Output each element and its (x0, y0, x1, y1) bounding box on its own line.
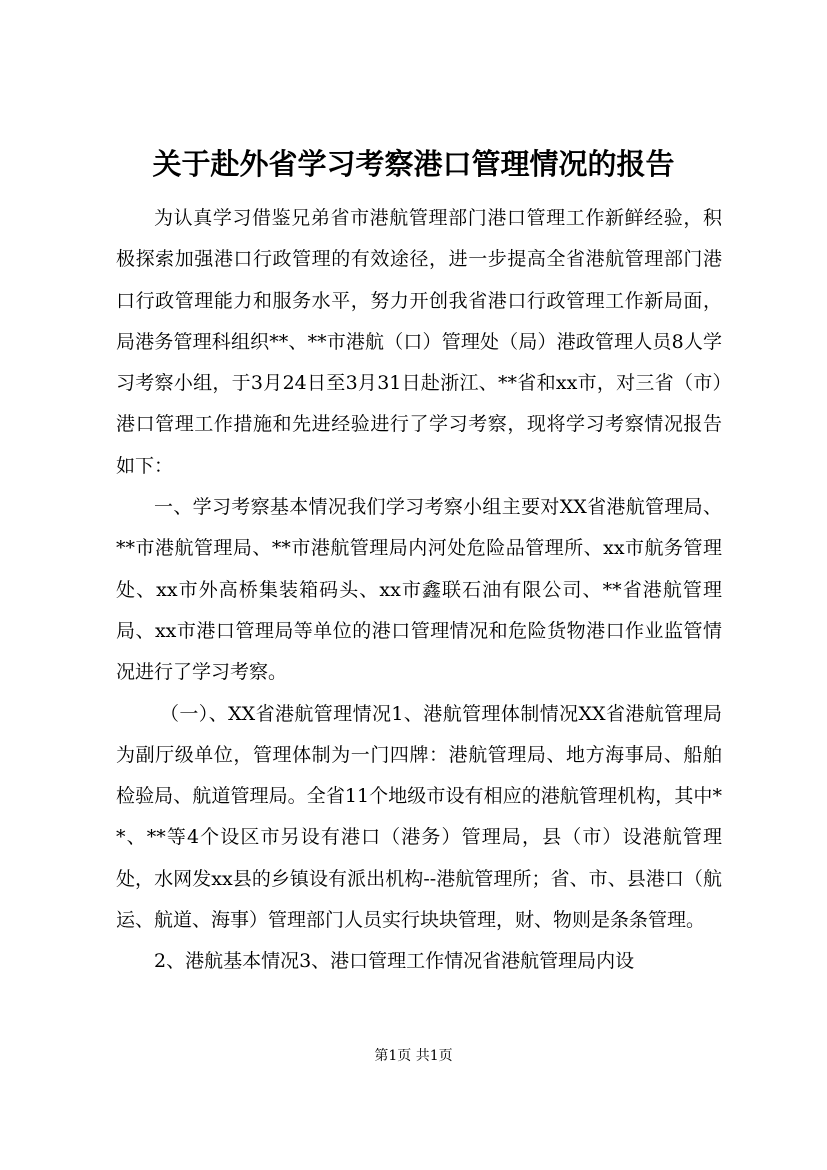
paragraph-intro: 为认真学习借鉴兄弟省市港航管理部门港口管理工作新鲜经验，积极探索加强港口行政管理的有效途径，进一步提高全省港航管理部门港口行政管理能力和服务水平，努力开创我省港口行政管理工作新局面，局港务管理科组织**、**市港航（口）管理处（局）港政管理人员8人学习考察小组，于3月24日至3月31日赴浙江、**省和xx市，对三省（市）港口管理工作措施和先进经验进行了学习考察，现将学习考察情况报告如下： (116, 207, 722, 477)
paragraph-section-1: 一、学习考察基本情况我们学习考察小组主要对XX省港航管理局、**市港航管理局、**市港航管理局内河处危险品管理所、xx市航务管理处、xx市外高桥集装箱码头、xx市鑫联石油有限公司、**省港航管理局、xx市港口管理局等单位的港口管理情况和危险货物港口作业监管情况进行了学习考察。 (116, 496, 722, 684)
document-title: 关于赴外省学习考察港口管理情况的报告 (152, 147, 675, 181)
paragraph-subsection-2: 2、港航基本情况3、港口管理工作情况省港航管理局内设 (154, 950, 635, 973)
paragraph-subsection-1: （一）、XX省港航管理情况1、港航管理体制情况XX省港航管理局为副厅级单位，管理体制为一门四牌：港航管理局、地方海事局、船舶检验局、航道管理局。全省11个地级市设有相应的港航管理机构，其中**、**等4个设区市另设有港口（港务）管理局，县（市）设港航管理处，水网发xx县的乡镇设有派出机构--港航管理所；省、市、县港口（航运、航道、海事）管理部门人员实行块块管理，财、物则是条条管理。 (116, 702, 722, 932)
page-footer: 第1页 共1页 (374, 1048, 453, 1064)
document-body (116, 198, 722, 983)
